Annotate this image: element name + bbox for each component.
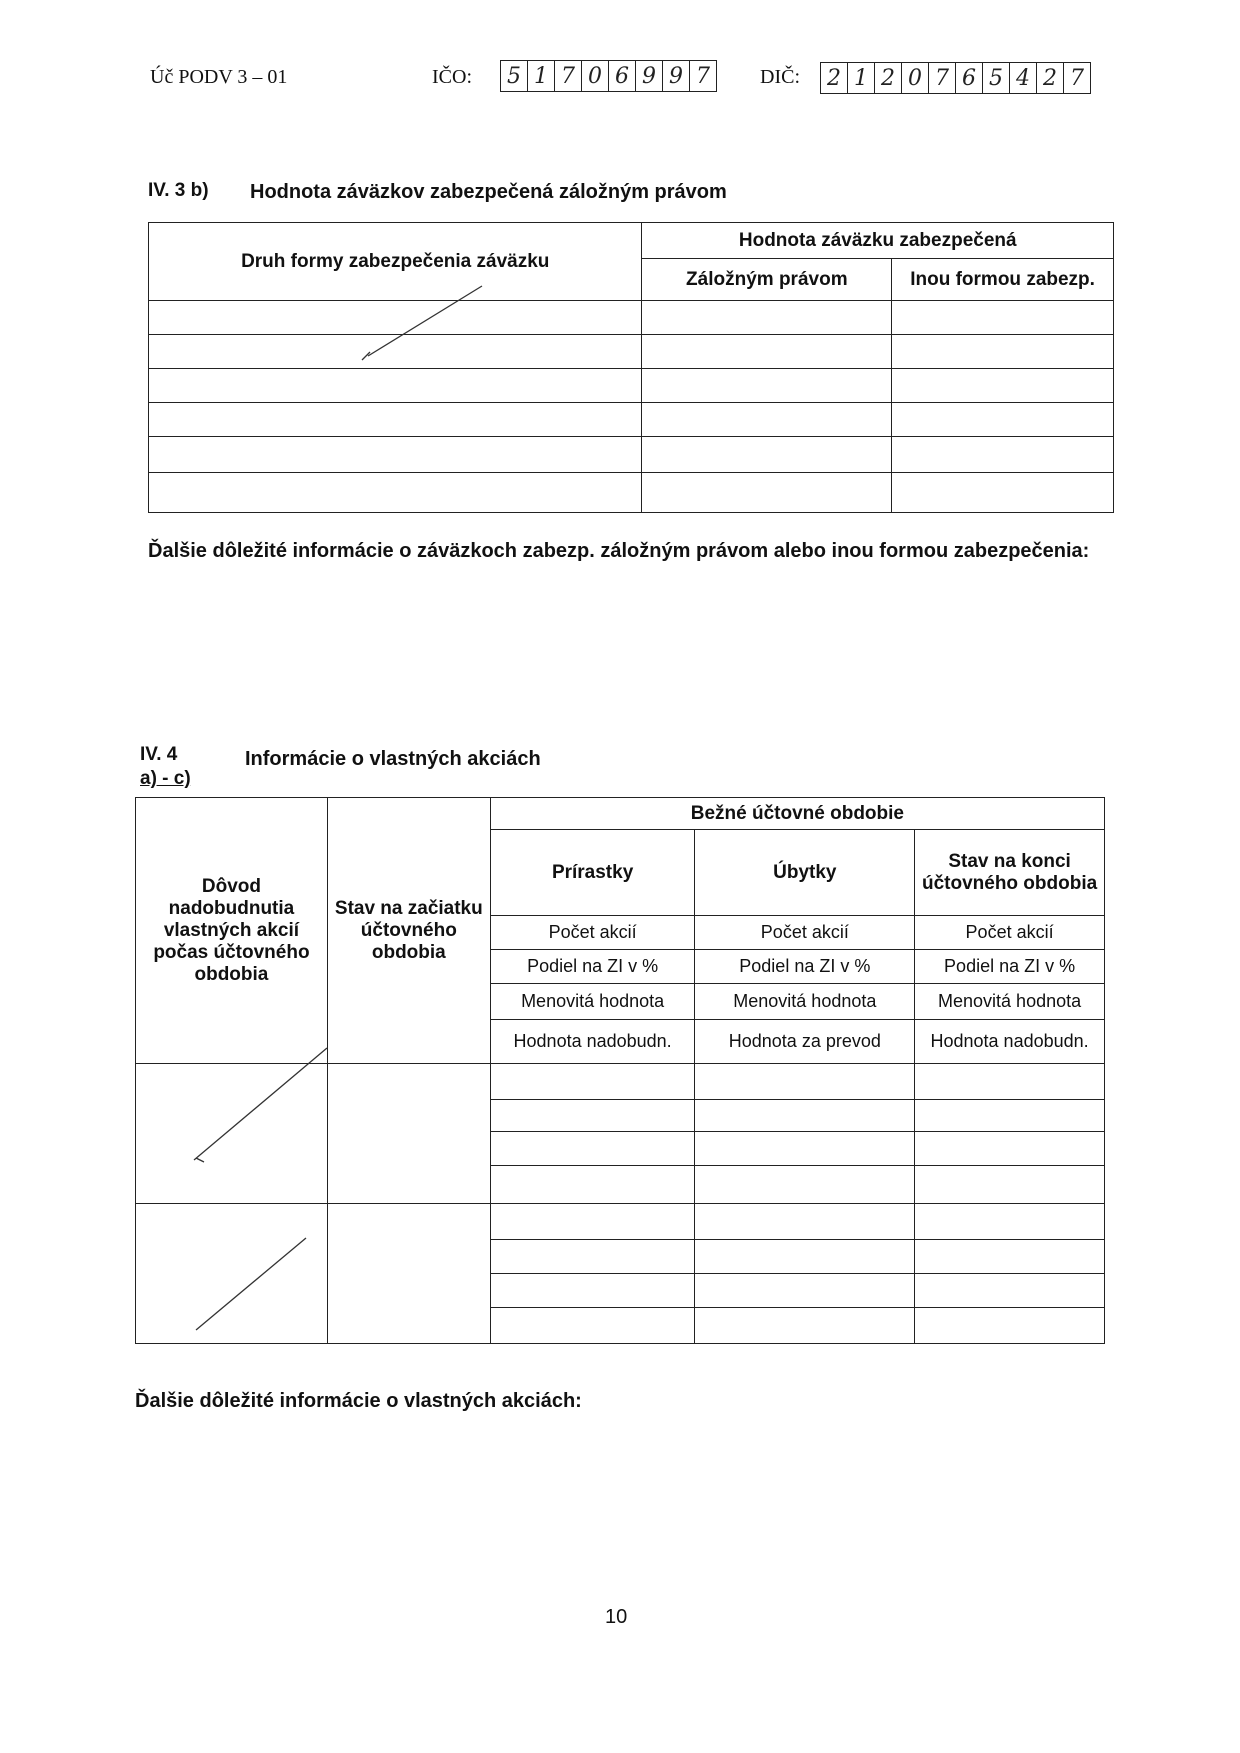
dic-digit: 2 [821,63,848,93]
own-shares-note: Ďalšie dôležité informácie o vlastných akciách: [135,1390,582,1412]
row-label: Podiel na ZI v % [695,950,915,984]
row-label: Podiel na ZI v % [490,950,695,984]
row-label: Hodnota nadobudn. [915,1020,1105,1064]
ico-digit: 9 [663,61,690,91]
dic-label: DIČ: [760,66,800,88]
dic-digit: 7 [1070,65,1084,91]
col-header-reason: Dôvod nadobudnutia vlastných akcií počas účtovného obdobia [136,798,328,1064]
dic-digit: 5 [983,63,1010,93]
row-label: Menovitá hodnota [915,984,1105,1020]
dic-digit: 0 [902,63,929,93]
row-label: Hodnota nadobudn. [490,1020,695,1064]
row-label: Počet akcií [490,916,695,950]
col-header-increases: Prírastky [490,830,695,916]
dic-digit: 4 [1010,63,1037,93]
ico-digit: 7 [696,63,710,89]
ico-digit: 0 [582,61,609,91]
group-header-period: Bežné účtovné obdobie [490,798,1104,830]
dic-digit: 6 [956,63,983,93]
col-header-opening: Stav na začiatku účtovného obdobia [327,798,490,1064]
row-label: Menovitá hodnota [695,984,915,1020]
col-header-lien: Záložným právom [642,259,892,301]
section-subnumber: a) - c) [140,768,191,789]
row-label: Počet akcií [695,916,915,950]
row-label: Menovitá hodnota [490,984,695,1020]
dic-digit: 7 [929,63,956,93]
row-label: Podiel na ZI v % [915,950,1105,984]
section-title: Informácie o vlastných akciách [245,748,541,770]
ico-label: IČO: [432,66,472,88]
secured-liabilities-note: Ďalšie dôležité informácie o záväzkoch zabezp. záložným právom alebo inou formou zabezpečenia: [148,540,1090,562]
col-header-closing: Stav na konci účtovného obdobia [915,830,1105,916]
section-number: IV. 3 b) [148,180,209,201]
ico-digit: 9 [636,61,663,91]
group-header-value: Hodnota záväzku zabezpečená [642,223,1114,259]
col-header-form: Druh formy zabezpečenia záväzku [149,223,642,301]
ico-digit: 5 [501,61,528,91]
dic-digit: 2 [875,63,902,93]
section-number: IV. 4 [140,744,178,765]
row-label: Počet akcií [915,916,1105,950]
section-title: Hodnota záväzkov zabezpečená záložným právom [250,181,727,203]
dic-digit: 2 [1037,63,1064,93]
ico-digit: 1 [528,61,555,91]
ico-digit: 6 [609,61,636,91]
dic-digit: 1 [848,63,875,93]
ico-digit: 7 [555,61,582,91]
page-number: 10 [605,1606,628,1628]
row-label: Hodnota za prevod [695,1020,915,1064]
col-header-decreases: Úbytky [695,830,915,916]
form-code: Úč PODV 3 – 01 [150,66,288,88]
col-header-other: Inou formou zabezp. [892,259,1114,301]
